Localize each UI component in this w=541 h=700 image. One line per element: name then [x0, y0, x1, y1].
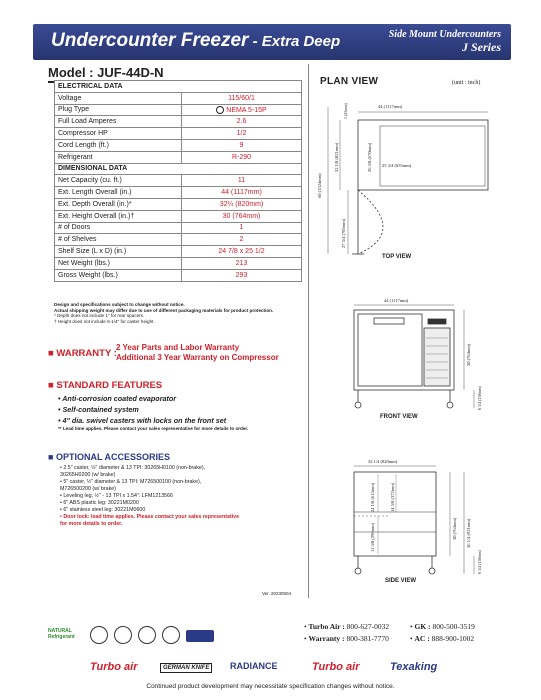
list-item: 30265H0200 (w/ brake) [60, 472, 116, 478]
contact-row: • Warranty : 800-381-7770 • AC : 888-900-1002 [304, 634, 475, 643]
side-total-height-dim: 36 1/4 (921mm) [466, 518, 471, 548]
footer-note: Continued product development may necessitate specification changes without notice. [146, 683, 395, 690]
spec-label: Net Capacity (cu. ft.) [55, 175, 182, 187]
unit-label: (unit : inch) [452, 80, 481, 86]
side-view-label: SIDE VIEW [385, 578, 417, 584]
warranty-text [116, 343, 279, 363]
spec-value: 32¼ (820mm) [182, 198, 302, 210]
etl-cert-icon [114, 626, 132, 644]
dimensional-header: DIMENSIONAL DATA [55, 163, 302, 175]
list-item: • 6" stainless steel leg: 30221M0600 [60, 507, 146, 513]
note-line: † Height does not include 6-1/4" for caster height. [54, 318, 155, 324]
list-item: • 6" ABS plastic leg: 30221M0200 [60, 500, 139, 506]
title-sub: - Extra Deep [248, 33, 341, 50]
contact-block [304, 621, 534, 645]
contact-number: 800-381-7770 [346, 634, 389, 643]
standard-features-heading-text: STANDARD FEATURES [56, 380, 163, 391]
side-view-drawing [340, 460, 515, 580]
electrical-header: ELECTRICAL DATA [55, 81, 302, 93]
top-door-open-dim: 27 3/4 (705mm) [341, 218, 346, 248]
model-label: Model : JUF-44D-N [48, 65, 301, 83]
lead-time-note: ** Lead time applies. Please contact your sales representative for more details to order. [58, 426, 249, 431]
spec-value: 44 (1117mm) [182, 187, 302, 199]
top-view-drawing [318, 104, 508, 274]
table-row [55, 210, 302, 222]
contact-number: 888-900-1002 [431, 634, 475, 643]
spec-label: Ext. Length Overall (in.) [55, 187, 182, 199]
spec-label: Refrigerant [55, 151, 182, 163]
standard-features [48, 380, 308, 431]
side-shelf-h3-dim: 11 5/8 (296mm) [370, 522, 375, 552]
contact-label: Turbo Air : [308, 622, 345, 631]
certification-logos [48, 622, 298, 656]
csa-cert-icon [90, 626, 108, 644]
spec-label: Voltage [55, 92, 182, 104]
table-row [55, 187, 302, 199]
list-item: • 5" caster, ½" diameter & 13 TPI: M726500100 (non-brake), [60, 479, 202, 485]
spec-value: 115/60/1 [182, 92, 302, 104]
spec-label: Cord Length (ft.) [55, 139, 182, 151]
table-row [55, 92, 302, 104]
list-item: • 2.5" caster, ½" diameter & 13 TPI: 30265H0100 (non-brake), [60, 465, 206, 471]
table-row [55, 257, 302, 269]
table-row [55, 139, 302, 151]
radiance-logo: RADIANCE [230, 661, 278, 671]
spec-label: Plug Type [55, 104, 182, 116]
top-gap-dim: 1 (25mm) [343, 103, 348, 119]
plug-icon [216, 106, 224, 114]
energy-star-logo [186, 630, 214, 642]
feature-list [48, 393, 308, 426]
warranty-line: Additional 3 Year Warranty on Compressor [116, 353, 279, 362]
table-row [55, 151, 302, 163]
table-row [55, 222, 302, 234]
warranty-line: 2 Year Parts and Labor Warranty [116, 343, 240, 352]
table-row [55, 246, 302, 258]
table-row [55, 104, 302, 116]
spec-value: 2.6 [182, 116, 302, 128]
list-item: for more details to order. [60, 521, 123, 527]
contact-number: 800-627-0032 [346, 622, 390, 631]
turbo-air-logo: Turbo air [90, 661, 138, 673]
note-line: Design and specifications subject to change without notice. [54, 302, 185, 307]
natural-refrigerant-logo: NATURAL Refrigerant [48, 628, 75, 640]
top-depth-total-dim: 60 (1524mm) [317, 173, 322, 198]
turbo-air-logo-2: Turbo air [312, 661, 360, 673]
optional-accessories-heading-text: OPTIONAL ACCESSORIES [55, 452, 170, 462]
top-shelf-dim: 25 3/4 (655mm) [382, 163, 412, 168]
table-row [55, 234, 302, 246]
series-line-2: J Series [462, 40, 501, 54]
spec-value: 1 [182, 222, 302, 234]
front-width-dim: 44 (1117mm) [384, 298, 409, 303]
spec-table [54, 80, 302, 282]
front-view-drawing [340, 298, 515, 413]
series-line-1: Side Mount Undercounters [388, 29, 501, 40]
spec-label: Shelf Size (L x D) (in.) [55, 246, 182, 258]
list-item: • Anti-corrosion coated evaporator [58, 394, 177, 403]
spec-value: R-290 [182, 151, 302, 163]
list-item: M726500200 (w/ brake) [60, 486, 116, 492]
spec-value: 9 [182, 139, 302, 151]
spec-notes [54, 302, 304, 324]
contact-label: GK : [414, 622, 431, 631]
warranty-label: ■ WARRANTY : [48, 348, 117, 359]
header-banner [33, 24, 511, 60]
spec-label: # of Shelves [55, 234, 182, 246]
spec-label: # of Doors [55, 222, 182, 234]
front-view-label: FRONT VIEW [380, 414, 418, 420]
spec-value [182, 104, 302, 116]
spec-value: 2 [182, 234, 302, 246]
front-height-dim: 30 (764mm) [466, 343, 471, 366]
table-row [55, 116, 302, 128]
top-view-label: TOP VIEW [382, 254, 412, 260]
list-item: • Door lock: lead time applies. Please contact your sales representative [60, 514, 240, 520]
standard-features-heading: ■ STANDARD FEATURES [48, 380, 163, 391]
spec-label: Full Load Amperes [55, 116, 182, 128]
texaking-logo: Texaking [390, 661, 438, 673]
table-row [55, 198, 302, 210]
contact-label: Warranty : [308, 634, 345, 643]
contact-row: • Turbo Air : 800-627-0032 • GK : 800-500-3519 [304, 622, 475, 631]
top-interior-dim: 26 3/8 (670mm) [367, 142, 372, 172]
side-shelf-h1-dim: 24 1/8 (613mm) [370, 482, 375, 512]
spec-value: 213 [182, 257, 302, 269]
table-row [55, 175, 302, 187]
plan-view-title: PLAN VIEW [320, 76, 379, 87]
spec-value: 24 7/8 x 25 1/2 [182, 246, 302, 258]
spec-label: Net Weight (lbs.) [55, 257, 182, 269]
accessory-list [48, 465, 308, 528]
german-knife-logo: GERMAN KNIFE [160, 663, 212, 673]
front-caster-dim: 6 1/4 (158mm) [477, 386, 482, 410]
note-line: Actual shipping weight may differ due to use of different packaging materials for product protection. [54, 307, 274, 313]
etl-sanitation-cert-icon [138, 626, 156, 644]
note-line: * Depth does not include 1" for rear spacers. [54, 313, 145, 319]
version-label: Ver. 20230504 [262, 591, 292, 596]
page-title [51, 30, 340, 52]
series-label [389, 29, 501, 55]
spec-value: 30 (764mm) [182, 210, 302, 222]
contact-number: 800-500-3519 [432, 622, 475, 631]
list-item: • Leveling leg, ½" - 13 TPI x 1.54": LFM1213566 [60, 493, 173, 499]
contact-pair: • GK : 800-500-3519 [410, 622, 475, 631]
list-item: • 4" dia. swivel casters with locks on the front set [58, 416, 227, 425]
top-depth-body-dim: 32 1/8 (821mm) [334, 142, 339, 172]
side-caster-dim: 6 1/4 (158mm) [477, 550, 482, 574]
spec-label: Gross Weight (lbs.) [55, 269, 182, 281]
optional-accessories [48, 452, 308, 528]
column-divider [308, 64, 309, 598]
side-depth-dim: 32 1/4 (820mm) [368, 459, 398, 464]
optional-accessories-heading: ■ OPTIONAL ACCESSORIES [48, 452, 170, 462]
warranty-label-text: WARRANTY : [56, 348, 117, 359]
spec-label: Ext. Depth Overall (in.)* [55, 198, 182, 210]
table-row [55, 269, 302, 281]
title-main: Undercounter Freezer [51, 30, 249, 51]
spec-value: 1/2 [182, 128, 302, 140]
plug-type-text: NEMA 5-15P [226, 106, 267, 114]
list-item: • Self-contained system [58, 405, 139, 414]
contact-pair: • AC : 888-900-1002 [410, 634, 475, 643]
side-shelf-h2-dim: 14 5/8 (372mm) [390, 482, 395, 512]
nsf-cert-icon [162, 626, 180, 644]
spec-value: 11 [182, 175, 302, 187]
spec-label: Ext. Height Overall (in.)† [55, 210, 182, 222]
table-row [55, 128, 302, 140]
brand-logos [50, 659, 490, 679]
side-height-dim: 30 (764mm) [452, 517, 457, 540]
contact-label: AC : [414, 634, 430, 643]
spec-label: Compressor HP [55, 128, 182, 140]
spec-value: 293 [182, 269, 302, 281]
top-width-dim: 44 (1117mm) [378, 104, 403, 109]
